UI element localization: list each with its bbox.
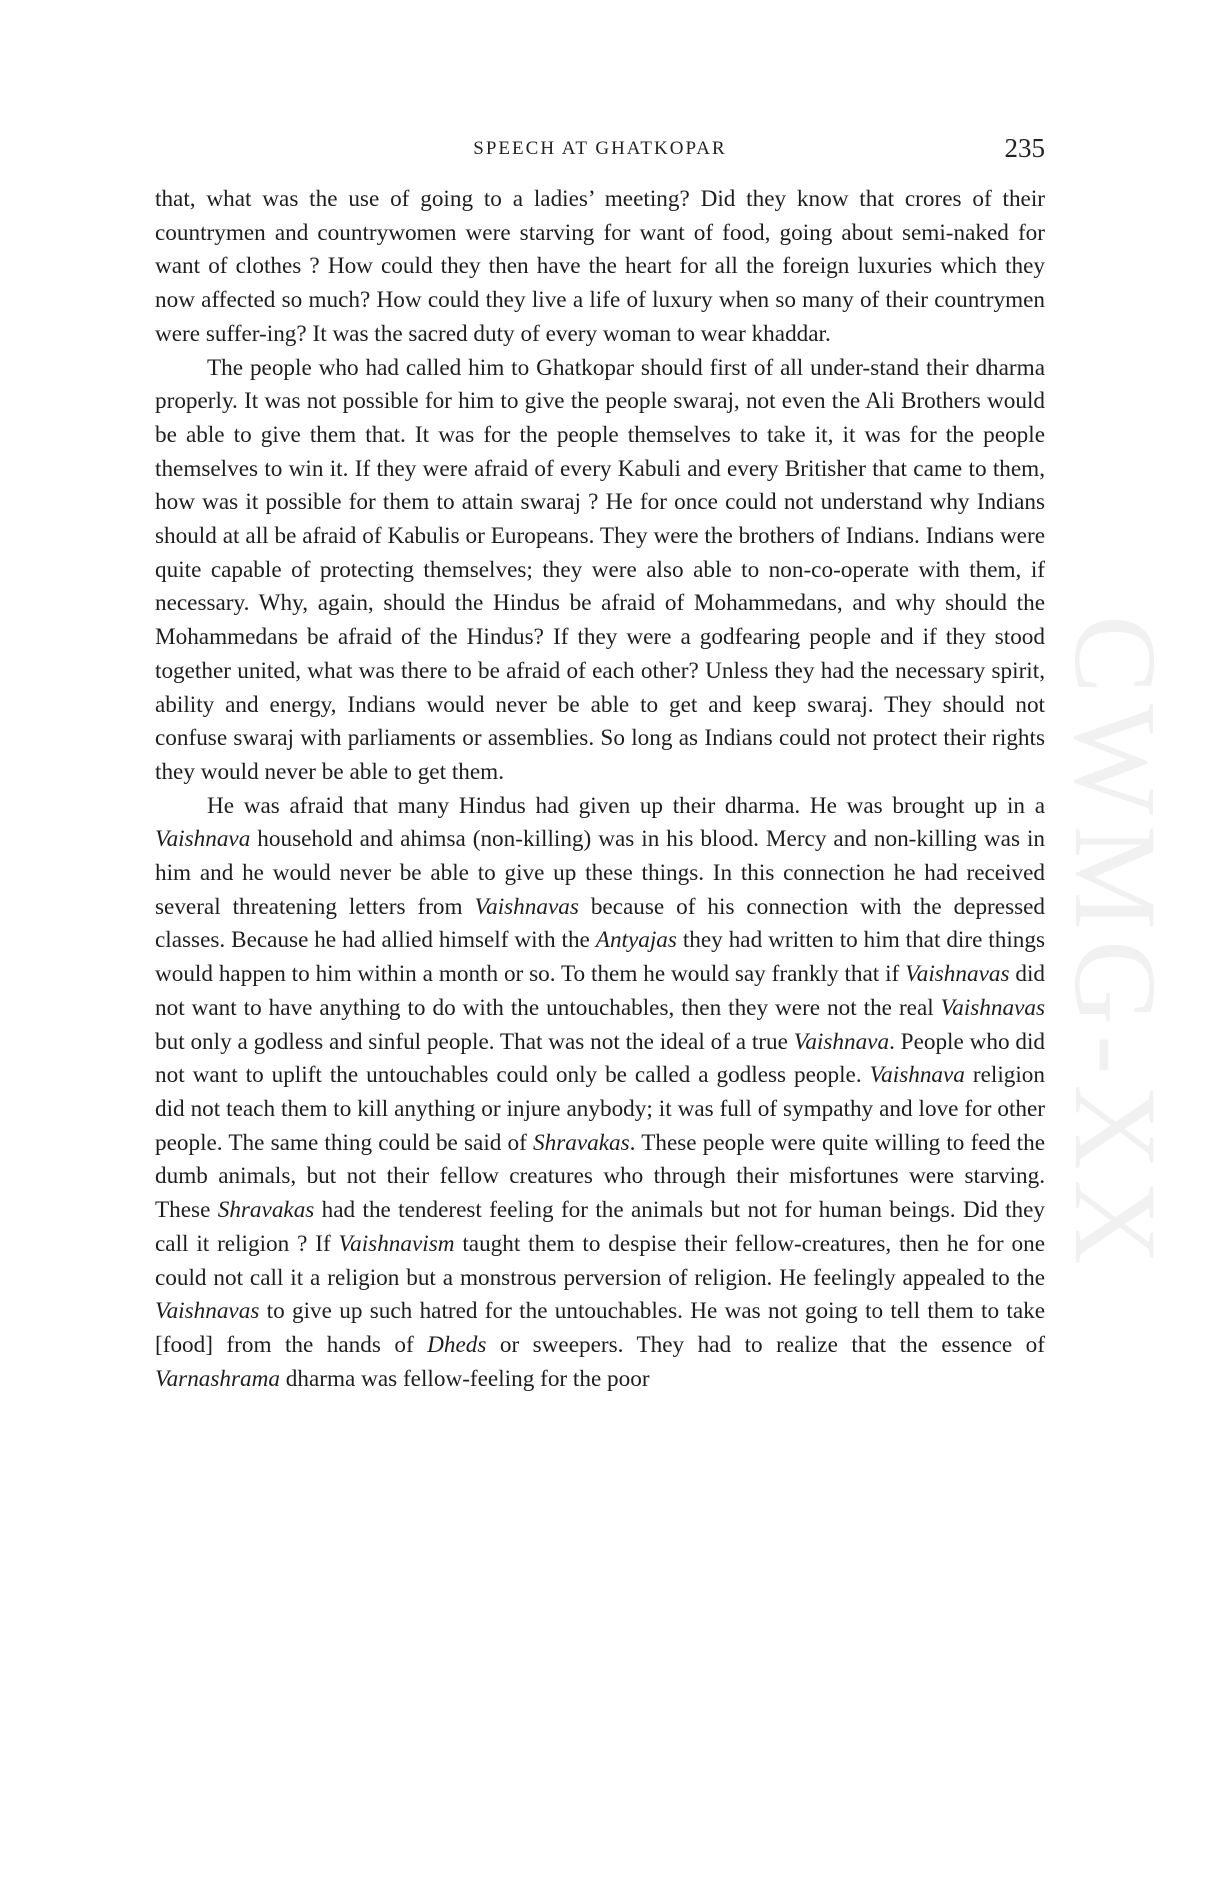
text-run: that, what was the use of going to a ladies’ meeting? Did they know that crores of their countrymen and countrywomen were starving for want of food, going about semi-naked for want of clothes ? How could they then have the heart for all the foreign luxuries which they now affected so much? How could they live a life of luxury when so many of their countrymen were suffer-ing? It was the sacred duty of every woman to wear khaddar.: [155, 186, 1045, 347]
text-run: household and ahimsa (non-killing) was in his blood. Mercy and non-killing was in him and he would never be able to give up these things. In this connection he had received several threatening letters from: [155, 826, 1045, 920]
text-run: because of his connection with the depressed classes. Because he had allied himself with the: [155, 893, 1045, 954]
text-run: taught them to despise their fellow-creatures, then he for one could not call it a religion but a monstrous perversion of religion. He feelingly appealed to the: [155, 1230, 1045, 1291]
body-text: [155, 183, 1045, 1396]
text-run: religion did not teach them to kill anything or injure anybody; it was full of sympathy and love for other people. The same thing could be said of: [155, 1062, 1045, 1156]
italic-term: Vaishnavas: [940, 994, 1045, 1021]
text-run: . People who did not want to uplift the untouchables could only be called a godless people.: [155, 1028, 1045, 1089]
text-run: but only a godless and sinful people. That was not the ideal of a true: [155, 1028, 794, 1055]
page-number: 235: [1004, 133, 1045, 163]
paragraph: [155, 183, 1045, 352]
watermark-text: CWMG-XX: [1050, 615, 1181, 1275]
italic-term: Vaishnava: [793, 1028, 890, 1055]
running-title: SPEECH AT GHATKOPAR: [473, 138, 727, 159]
text-run: . These people were quite willing to feed the dumb animals, but not their fellow creatures who through their misfortunes were starving. These: [155, 1129, 1045, 1224]
paragraph: [155, 352, 1045, 790]
italic-term: Antyajas: [595, 927, 677, 954]
watermark: [1050, 530, 1181, 1360]
paragraph: [155, 790, 1045, 1397]
italic-term: Shravakas: [217, 1197, 315, 1224]
text-run: or sweepers. They had to realize that the essence of: [486, 1331, 1045, 1358]
text-run: had the tenderest feeling for the animals but not for human beings. Did they call it religion ? If: [155, 1197, 1045, 1257]
text-run: they had written to him that dire things would happen to him within a month or so. To them he would say frankly that if: [155, 927, 1045, 988]
italic-term: Vaishnavism: [338, 1230, 455, 1257]
italic-term: Varnashrama: [155, 1365, 280, 1392]
italic-term: Vaishnava: [155, 826, 251, 853]
text-run: He was afraid that many Hindus had given up their dharma. He was brought up in a: [207, 792, 1045, 819]
italic-term: Vaishnavas: [905, 961, 1010, 988]
italic-term: Vaishnavas: [155, 1298, 260, 1325]
text-run: to give up such hatred for the untouchables. He was not going to tell them to take [food] from the hands of: [155, 1298, 1045, 1358]
text-run: The people who had called him to Ghatkopar should first of all under-stand their dharma properly. It was not possible for him to give the people swaraj, not even the Ali Brothers would be able to give them that. It was for the people themselves to take it, it was for the people themselves to win it. If they were afraid of every Kabuli and every Britisher that came to them, how was it possible for them to attain swaraj ? He for once could not understand why Indians should at all be afraid of Kabulis or Europeans. They were the brothers of Indians. Indians were quite capable of protecting themselves; they were also able to non-co-operate with them, if necessary. Why, again, should the Hindus be afraid of Mohammedans, and why should the Mohammedans be afraid of the Hindus? If they were a godfearing people and if they stood together united, what was there to be afraid of each other? Unless they had the necessary spirit, ability and energy, Indians would never be able to get and keep swaraj. They should not confuse swaraj with parliaments or assemblies. So long as Indians could not protect their rights they would never be able to get them.: [155, 354, 1045, 785]
text-run: did not want to have anything to do with the untouchables, then they were not the real: [155, 961, 1045, 1021]
italic-term: Vaishnava: [869, 1062, 965, 1089]
italic-term: Dheds: [427, 1331, 487, 1358]
running-head: [155, 133, 1045, 167]
italic-term: Vaishnavas: [474, 893, 579, 920]
italic-term: Shravakas: [533, 1129, 630, 1156]
text-run: dharma was fellow-feeling for the poor: [279, 1365, 650, 1392]
